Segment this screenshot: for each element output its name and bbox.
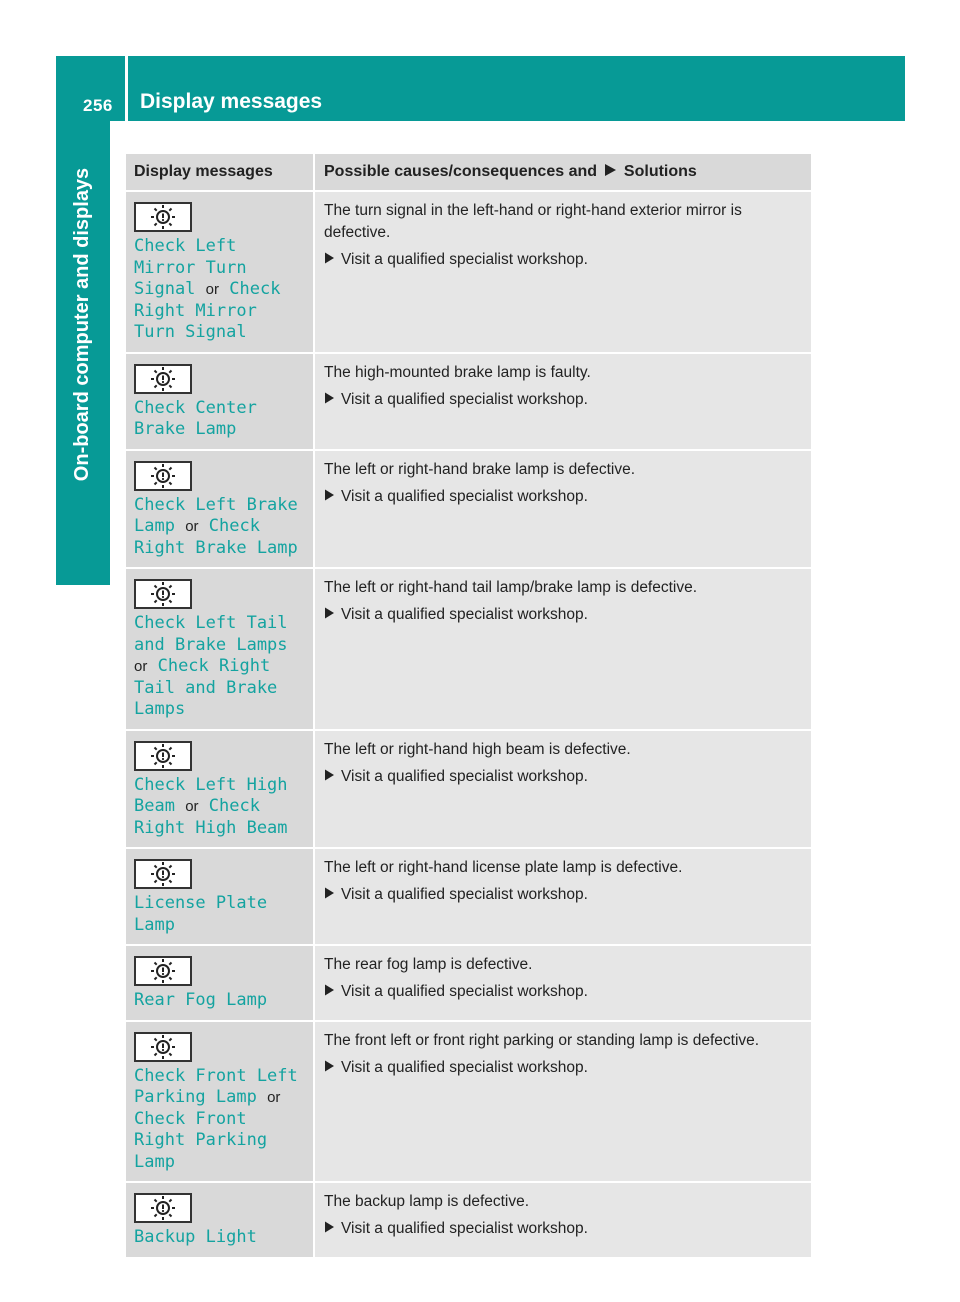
side-tab-label: On-board computer and displays bbox=[71, 167, 94, 482]
solution-cell bbox=[314, 450, 811, 569]
solution-text: Visit a qualified specialist workshop. bbox=[341, 390, 588, 408]
message-text bbox=[134, 893, 305, 936]
col-header-causes-solutions bbox=[314, 154, 811, 191]
page-number: 256 bbox=[83, 96, 113, 115]
lamp-warning-icon bbox=[134, 579, 192, 609]
solution-text: Visit a qualified specialist workshop. bbox=[341, 767, 588, 785]
message-text bbox=[134, 1227, 305, 1249]
cause-text: The left or right-hand brake lamp is defective. bbox=[324, 460, 636, 478]
arrow-right-icon bbox=[324, 766, 341, 788]
display-message: Rear Fog Lamp bbox=[134, 990, 268, 1010]
solution-cell bbox=[314, 191, 811, 353]
display-message: Backup Light bbox=[134, 1227, 257, 1247]
solution-text: Visit a qualified specialist workshop. bbox=[341, 606, 588, 623]
display-message: Check Center Brake Lamp bbox=[134, 397, 257, 439]
solution-step bbox=[324, 389, 803, 411]
solution-step bbox=[324, 766, 803, 788]
page-title: Display messages bbox=[140, 90, 323, 113]
display-message: Check Left High Beam bbox=[134, 774, 288, 816]
display-message: Check Left Tail and Brake Lamps bbox=[134, 613, 288, 655]
message-text bbox=[134, 990, 305, 1012]
message-cell bbox=[126, 1021, 314, 1183]
or-connector: or bbox=[185, 798, 199, 815]
display-messages-table bbox=[126, 154, 811, 1259]
cause-text: The left or right-hand tail lamp/brake lamp is defective. bbox=[324, 579, 698, 596]
col-header-causes-text: Possible causes/consequences and bbox=[324, 163, 598, 180]
solution-step bbox=[324, 884, 803, 906]
solution-cell bbox=[314, 353, 811, 450]
solution-text: Visit a qualified specialist workshop. bbox=[341, 487, 588, 505]
display-message-alt: Check Right Tail and Brake Lamps bbox=[134, 656, 278, 719]
table-row bbox=[126, 191, 811, 353]
arrow-right-icon bbox=[324, 249, 341, 271]
solution-step bbox=[324, 981, 803, 1003]
lamp-warning-icon bbox=[134, 1193, 192, 1223]
solution-cell bbox=[314, 730, 811, 849]
solution-cell bbox=[314, 945, 811, 1021]
lamp-warning-icon bbox=[134, 859, 192, 889]
or-connector: or bbox=[185, 518, 199, 535]
lamp-warning-icon bbox=[134, 956, 192, 986]
solution-step bbox=[324, 249, 803, 271]
col-header-solutions-text: Solutions bbox=[623, 163, 697, 180]
side-tab-label-wrap bbox=[56, 121, 110, 528]
solution-cell bbox=[314, 568, 811, 730]
cause-text: The turn signal in the left-hand or right-hand exterior mirror is defective. bbox=[324, 202, 742, 241]
solution-text: Visit a qualified specialist workshop. bbox=[341, 983, 588, 1000]
arrow-right-icon bbox=[324, 1057, 341, 1079]
cause-text: The front left or front right parking or standing lamp is defective. bbox=[324, 1031, 760, 1049]
arrow-right-icon bbox=[324, 604, 341, 626]
col-header-display-messages: Display messages bbox=[126, 154, 314, 191]
table-row bbox=[126, 730, 811, 849]
solution-text: Visit a qualified specialist workshop. bbox=[341, 1058, 588, 1076]
solution-step bbox=[324, 604, 803, 626]
lamp-warning-icon bbox=[134, 364, 192, 394]
or-connector: or bbox=[205, 281, 220, 298]
solution-cell bbox=[314, 1021, 811, 1183]
message-text bbox=[134, 775, 305, 840]
arrow-right-icon bbox=[324, 389, 341, 411]
display-message: Check Left Mirror Turn Signal bbox=[134, 236, 247, 299]
table-row bbox=[126, 1182, 811, 1258]
arrow-right-icon bbox=[324, 486, 341, 508]
cause-text: The left or right-hand high beam is defective. bbox=[324, 740, 631, 758]
lamp-warning-icon bbox=[134, 461, 192, 491]
table-row bbox=[126, 568, 811, 730]
arrow-right-icon bbox=[324, 884, 341, 906]
solution-step bbox=[324, 1057, 803, 1079]
table-row bbox=[126, 353, 811, 450]
table-row bbox=[126, 945, 811, 1021]
cause-text: The left or right-hand license plate lamp is defective. bbox=[324, 859, 683, 876]
solution-text: Visit a qualified specialist workshop. bbox=[341, 886, 588, 903]
message-cell bbox=[126, 191, 314, 353]
message-cell bbox=[126, 568, 314, 730]
or-connector: or bbox=[134, 658, 148, 675]
or-connector: or bbox=[267, 1089, 281, 1106]
display-message: License Plate Lamp bbox=[134, 893, 268, 935]
solution-cell bbox=[314, 848, 811, 945]
solution-text: Visit a qualified specialist workshop. bbox=[341, 251, 588, 268]
display-message: Check Front Left Parking Lamp bbox=[134, 1065, 298, 1107]
message-text bbox=[134, 236, 305, 344]
solution-step bbox=[324, 486, 803, 508]
table-header-row bbox=[126, 154, 811, 191]
solution-step bbox=[324, 1218, 803, 1240]
message-text bbox=[134, 495, 305, 560]
solution-text: Visit a qualified specialist workshop. bbox=[341, 1220, 588, 1237]
arrow-right-icon bbox=[324, 1218, 341, 1240]
arrow-right-icon bbox=[603, 163, 617, 177]
message-cell bbox=[126, 848, 314, 945]
arrow-right-icon bbox=[324, 981, 341, 1003]
message-cell bbox=[126, 945, 314, 1021]
cause-text: The rear fog lamp is defective. bbox=[324, 956, 533, 973]
display-message-alt: Check Right High Beam bbox=[134, 796, 288, 838]
cause-text: The high-mounted brake lamp is faulty. bbox=[324, 363, 591, 381]
display-message-alt: Check Right Mirror Turn Signal bbox=[134, 279, 281, 342]
display-message: Check Left Brake Lamp bbox=[134, 494, 298, 536]
lamp-warning-icon bbox=[134, 741, 192, 771]
table-row bbox=[126, 450, 811, 569]
message-text bbox=[134, 613, 305, 721]
lamp-warning-icon bbox=[134, 202, 192, 232]
table-row bbox=[126, 848, 811, 945]
solution-cell bbox=[314, 1182, 811, 1258]
table-row bbox=[126, 1021, 811, 1183]
cause-text: The backup lamp is defective. bbox=[324, 1193, 530, 1210]
display-message-alt: Check Front Right Parking Lamp bbox=[134, 1108, 268, 1172]
message-cell bbox=[126, 450, 314, 569]
message-text bbox=[134, 398, 305, 441]
lamp-warning-icon bbox=[134, 1032, 192, 1062]
header-divider bbox=[125, 56, 128, 121]
display-message-alt: Check Right Brake Lamp bbox=[134, 516, 298, 558]
message-cell bbox=[126, 1182, 314, 1258]
message-cell bbox=[126, 730, 314, 849]
message-cell bbox=[126, 353, 314, 450]
message-text bbox=[134, 1066, 305, 1174]
